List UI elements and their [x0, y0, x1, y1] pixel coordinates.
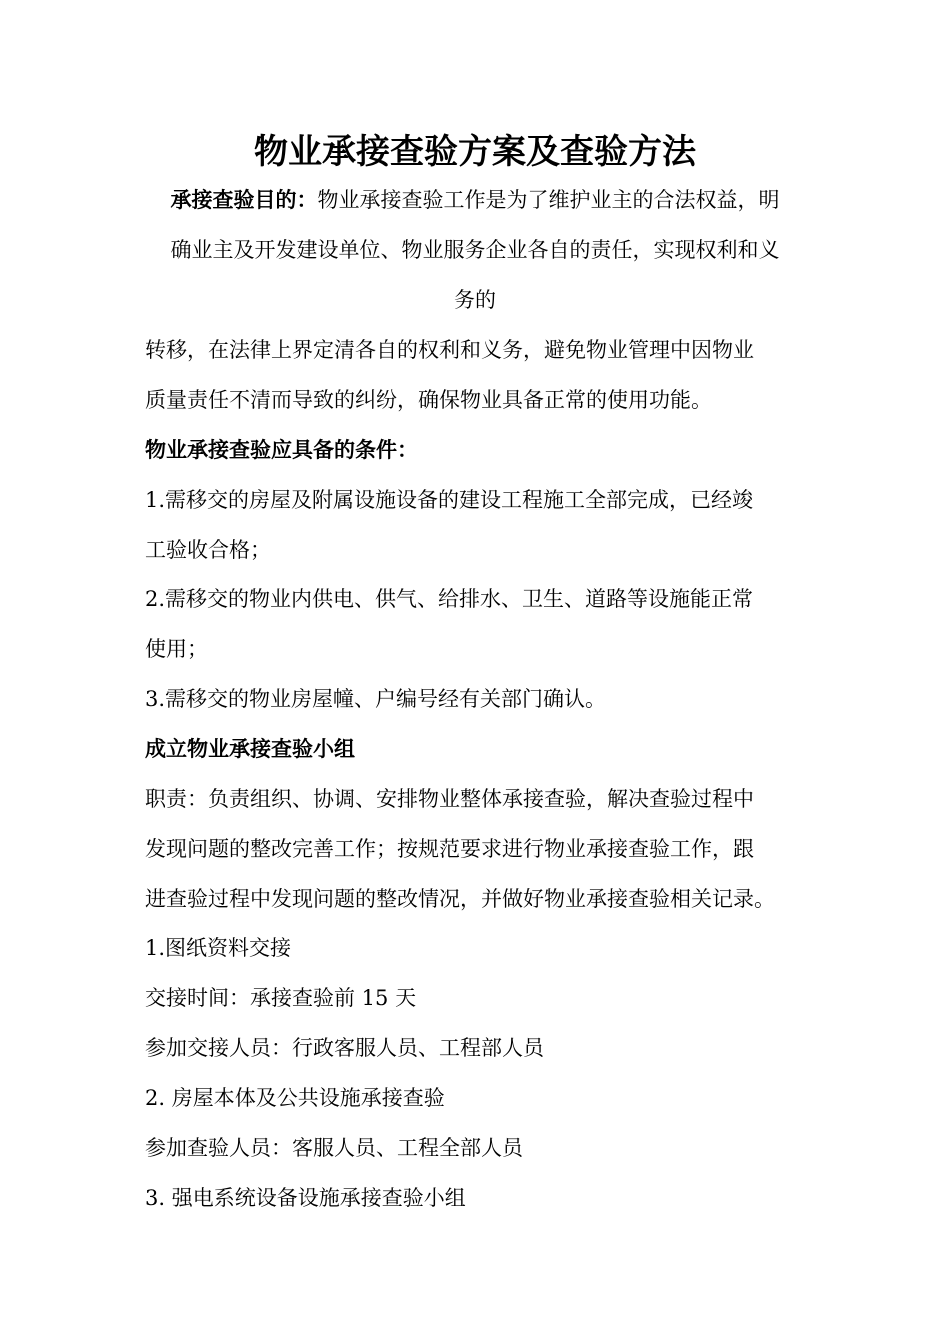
- section-2-heading: 2. 房屋本体及公共设施承接查验: [145, 1086, 445, 1110]
- section-1-heading: 1.图纸资料交接: [145, 936, 292, 960]
- purpose-line-5: 质量责任不清而导致的纠纷，确保物业具备正常的使用功能。: [145, 388, 712, 412]
- purpose-line-1: [0, 185, 950, 215]
- section-1-time: 交接时间：承接查验前 15 天: [145, 986, 417, 1010]
- section-1-people: 参加交接人员：行政客服人员、工程部人员: [145, 1036, 544, 1060]
- purpose-text: 物业承接查验工作是为了维护业主的合法权益，明: [317, 188, 780, 212]
- team-duty-line-2: 发现问题的整改完善工作；按规范要求进行物业承接查验工作，跟: [145, 837, 754, 861]
- conditions-heading: 物业承接查验应具备的条件：: [145, 437, 418, 462]
- purpose-line-2: 确业主及开发建设单位、物业服务企业各自的责任，实现权利和义: [170, 238, 780, 262]
- condition-3: 3.需移交的物业房屋幢、户编号经有关部门确认。: [145, 687, 607, 711]
- condition-2-line-1: 2.需移交的物业内供电、供气、给排水、卫生、道路等设施能正常: [145, 587, 754, 611]
- section-2-people: 参加查验人员：客服人员、工程全部人员: [145, 1136, 523, 1160]
- team-duty-line-3: 进查验过程中发现问题的整改情况，并做好物业承接查验相关记录。: [145, 887, 775, 911]
- purpose-label: 承接查验目的：: [170, 187, 318, 212]
- purpose-line-3: 务的: [454, 288, 496, 312]
- section-3-heading: 3. 强电系统设备设施承接查验小组: [145, 1186, 466, 1210]
- team-heading: 成立物业承接查验小组: [145, 736, 355, 761]
- purpose-line-4: 转移，在法律上界定清各自的权利和义务，避免物业管理中因物业: [145, 338, 754, 362]
- page-title: 物业承接查验方案及查验方法: [254, 132, 696, 172]
- condition-1-line-1: 1.需移交的房屋及附属设施设备的建设工程施工全部完成，已经竣: [145, 488, 754, 512]
- condition-2-line-2: 使用；: [145, 637, 208, 661]
- condition-1-line-2: 工验收合格；: [145, 538, 271, 562]
- team-duty-line-1: 职责：负责组织、协调、安排物业整体承接查验，解决查验过程中: [145, 787, 754, 811]
